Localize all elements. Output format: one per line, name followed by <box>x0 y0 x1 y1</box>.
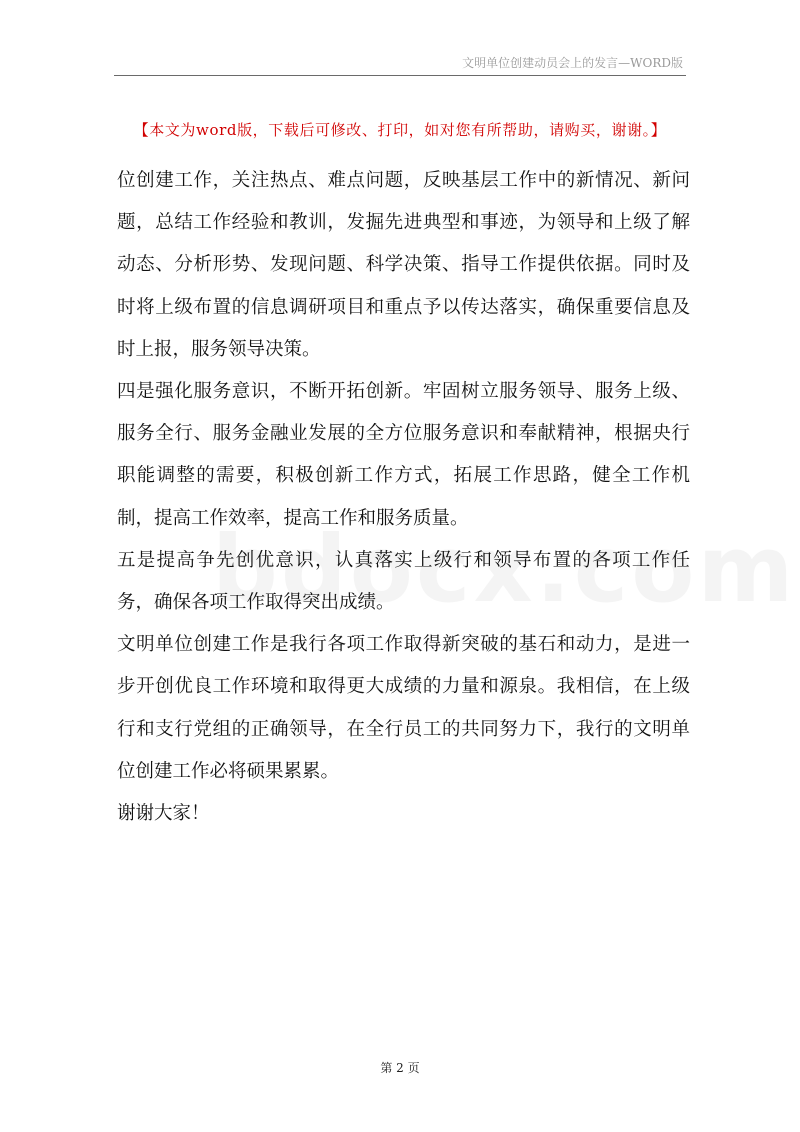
page-header-title: 文明单位创建动员会上的发言—WORD版 <box>462 56 683 70</box>
paragraph: 位创建工作，关注热点、难点问题，反映基层工作中的新情况、新问题，总结工作经验和教训，发掘先进典型和事迹，为领导和上级了解动态、分析形势、发现问题、科学决策、指导工作提供依据。同时及时将上级布置的信息调研项目和重点予以传达落实，确保重要信息及时上报，服务领导决策。 <box>117 170 690 360</box>
paragraph: 四是强化服务意识，不断开拓创新。牢固树立服务领导、服务上级、服务全行、服务金融业发展的全方位服务意识和奉献精神，根据央行职能调整的需要，积极创新工作方式，拓展工作思路，健全工作机制，提高工作效率，提高工作和服务质量。 <box>117 381 690 529</box>
purchase-notice: 【本文为word版，下载后可修改、打印，如对您有所帮助，请购买，谢谢。】 <box>133 121 667 139</box>
page-number: 第 2 页 <box>380 1061 420 1075</box>
header-divider <box>114 75 686 76</box>
paragraph: 谢谢大家！ <box>117 803 210 825</box>
paragraph: 文明单位创建工作是我行各项工作取得新突破的基石和动力，是进一步开创优良工作环境和取得更大成绩的力量和源泉。我相信，在上级行和支行党组的正确领导，在全行员工的共同努力下，我行的文明单位创建工作必将硕果累累。 <box>117 634 690 782</box>
paragraph: 五是提高争先创优意识，认真落实上级行和领导布置的各项工作任务，确保各项工作取得突出成绩。 <box>117 549 690 614</box>
document-body <box>117 160 690 835</box>
